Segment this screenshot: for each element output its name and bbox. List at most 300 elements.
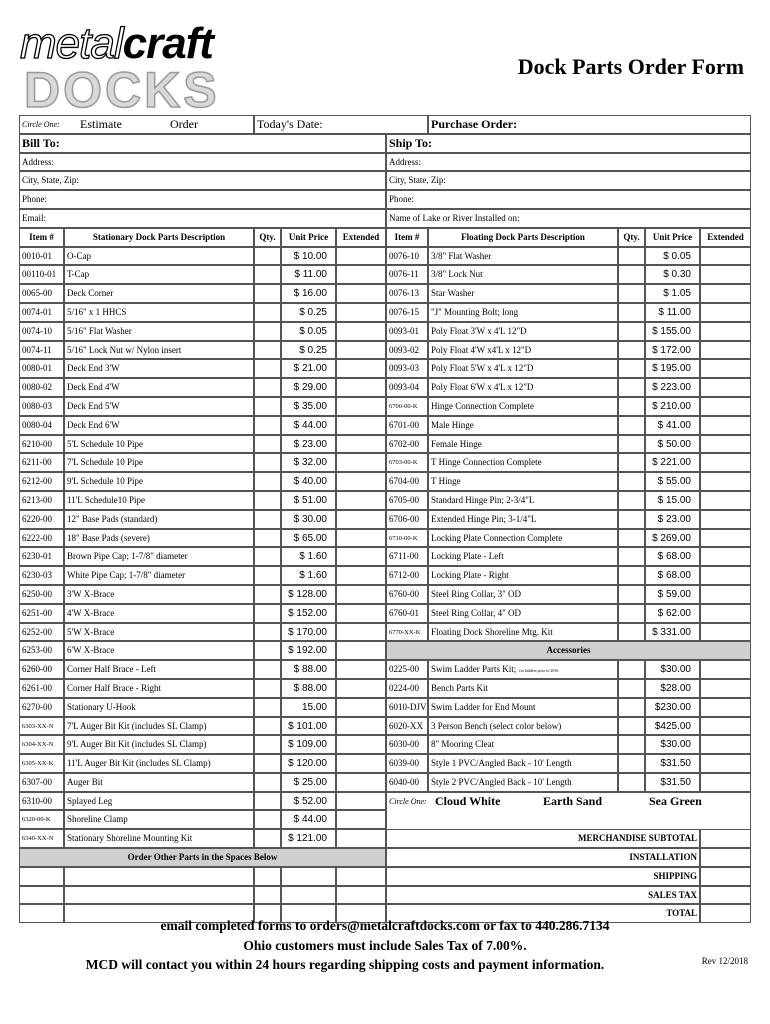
part-description: 5'L Schedule 10 Pipe: [64, 435, 254, 454]
part-description: Stationary Shoreline Mounting Kit: [64, 829, 254, 848]
extended-input[interactable]: [336, 247, 386, 266]
unit-price: $ 11.00: [281, 265, 336, 284]
qty-input[interactable]: [254, 698, 281, 717]
part-description: [428, 679, 618, 698]
table-row: [19, 303, 751, 322]
item-number: 6039-00: [386, 754, 428, 773]
unit-price: $ 128.00: [281, 585, 336, 604]
item-number: 6230-01: [19, 547, 64, 566]
unit-price: $ 52.00: [281, 792, 336, 811]
extended-input[interactable]: [336, 359, 386, 378]
extended-input[interactable]: [336, 773, 386, 792]
extended-input[interactable]: [700, 735, 751, 754]
part-description: Locking Plate Connection Complete: [428, 529, 618, 548]
qty-input[interactable]: [254, 265, 281, 284]
blank-entry-cell[interactable]: [64, 867, 254, 886]
table-row: [19, 585, 751, 604]
item-number: 6760-00: [386, 585, 428, 604]
extended-input[interactable]: [700, 717, 751, 736]
accessories-banner: Accessories: [386, 641, 751, 660]
total-label: TOTAL: [386, 904, 700, 923]
unit-price: $ 0.05: [281, 322, 336, 341]
item-number: 6253-00: [19, 641, 64, 660]
col-qty: Qty.: [254, 228, 281, 247]
extended-input[interactable]: [700, 754, 751, 773]
blank-entry-cell[interactable]: [19, 867, 64, 886]
extended-input[interactable]: [336, 623, 386, 642]
unit-price: $ 0.30: [645, 265, 700, 284]
item-number: 6270-00: [19, 698, 64, 717]
table-row: [19, 322, 751, 341]
unit-price: $230.00: [645, 698, 700, 717]
extended-input[interactable]: [336, 510, 386, 529]
table-row: [19, 472, 751, 491]
table-row: [19, 247, 751, 266]
item-number: 6030-00: [386, 735, 428, 754]
extended-input[interactable]: [336, 435, 386, 454]
blank-entry-cell[interactable]: [336, 867, 386, 886]
purchase-order-field[interactable]: Purchase Order:: [428, 115, 751, 134]
part-description: Deck End 6'W: [64, 416, 254, 435]
extended-input[interactable]: [700, 435, 751, 454]
extended-input[interactable]: [336, 792, 386, 811]
qty-input[interactable]: [618, 322, 645, 341]
extended-input[interactable]: [700, 547, 751, 566]
part-description: 3/8" Lock Nut: [428, 265, 618, 284]
extended-input[interactable]: [700, 660, 751, 679]
item-number: 0010-01: [19, 247, 64, 266]
table-row: [19, 660, 751, 679]
extended-input[interactable]: [700, 491, 751, 510]
part-description: Poly Float 5'W x 4'L x 12"D: [428, 359, 618, 378]
table-row: [19, 416, 751, 435]
unit-price: $ 41.00: [645, 416, 700, 435]
part-description: Hinge Connection Complete: [428, 397, 618, 416]
qty-input[interactable]: [254, 416, 281, 435]
part-description: Steel Ring Collar, 4" OD: [428, 604, 618, 623]
item-number: 6261-00: [19, 679, 64, 698]
bill-to-label: Bill To:: [19, 134, 386, 153]
blank-entry-cell[interactable]: [336, 886, 386, 905]
item-number: 0074-11: [19, 341, 64, 360]
extended-input[interactable]: [336, 284, 386, 303]
part-description: 11'L Schedule10 Pipe: [64, 491, 254, 510]
extended-input[interactable]: [336, 491, 386, 510]
qty-input[interactable]: [254, 641, 281, 660]
item-number: 6701-00: [386, 416, 428, 435]
qty-input[interactable]: [254, 547, 281, 566]
qty-input[interactable]: [254, 472, 281, 491]
unit-price: $ 68.00: [645, 566, 700, 585]
qty-input[interactable]: [618, 735, 645, 754]
extended-input[interactable]: [336, 397, 386, 416]
part-description: 5/16" Flat Washer: [64, 322, 254, 341]
part-description: Locking Plate - Left: [428, 547, 618, 566]
extended-input[interactable]: [700, 453, 751, 472]
qty-input[interactable]: [254, 303, 281, 322]
qty-input[interactable]: [618, 435, 645, 454]
extended-input[interactable]: [336, 604, 386, 623]
part-description: Splayed Leg: [64, 792, 254, 811]
ship-address-field[interactable]: Address:: [386, 153, 751, 172]
qty-input[interactable]: [618, 472, 645, 491]
part-description: Steel Ring Collar, 3" OD: [428, 585, 618, 604]
unit-price: $ 172.00: [645, 341, 700, 360]
bill-address-field[interactable]: Address:: [19, 153, 386, 172]
qty-input[interactable]: [254, 322, 281, 341]
extended-input[interactable]: [336, 829, 386, 848]
item-number: 6706-00: [386, 510, 428, 529]
lake-name-field[interactable]: Name of Lake or River Installed on:: [386, 209, 751, 228]
qty-input[interactable]: [618, 265, 645, 284]
unit-price: $ 51.00: [281, 491, 336, 510]
extended-input[interactable]: [700, 773, 751, 792]
unit-price: $ 23.00: [645, 510, 700, 529]
qty-input[interactable]: [618, 754, 645, 773]
part-description: 3'W X-Brace: [64, 585, 254, 604]
order-other-banner: Order Other Parts in the Spaces Below: [19, 848, 386, 867]
qty-input[interactable]: [618, 773, 645, 792]
item-number: 6213-00: [19, 491, 64, 510]
part-description: [428, 717, 618, 736]
part-description: Male Hinge: [428, 416, 618, 435]
extended-input[interactable]: [700, 247, 751, 266]
item-number: 6702-00: [386, 435, 428, 454]
extended-input[interactable]: [336, 679, 386, 698]
footer-email-line: email completed forms to orders@metalcraftdocks.com or fax to 440.286.7134: [160, 918, 610, 933]
extended-input[interactable]: [700, 472, 751, 491]
table-row: [19, 829, 751, 848]
qty-input[interactable]: [254, 529, 281, 548]
ship-city-field[interactable]: City, State, Zip:: [386, 171, 751, 190]
qty-input[interactable]: [254, 679, 281, 698]
unit-price: $ 0.05: [645, 247, 700, 266]
accessory-name: 3 Person Bench (select color below): [431, 720, 562, 731]
qty-input[interactable]: [254, 735, 281, 754]
unit-price: $ 29.00: [281, 378, 336, 397]
col-item-floating: Item #: [386, 228, 428, 247]
unit-price: $ 65.00: [281, 529, 336, 548]
extended-input[interactable]: [336, 378, 386, 397]
parts-table-body: [19, 247, 751, 924]
blank-entry-cell[interactable]: [281, 886, 336, 905]
color-option-sea-green[interactable]: Sea Green: [649, 793, 702, 808]
extended-input[interactable]: [700, 679, 751, 698]
extended-input[interactable]: [336, 717, 386, 736]
total-value-input[interactable]: [700, 886, 751, 905]
table-row: [19, 341, 751, 360]
part-description: [428, 735, 618, 754]
order-option[interactable]: Order: [170, 117, 198, 131]
item-number: 6260-00: [19, 660, 64, 679]
item-number: 0076-11: [386, 265, 428, 284]
extended-input[interactable]: [700, 623, 751, 642]
accessory-name: Swim Ladder for End Mount: [431, 701, 536, 712]
unit-price: $ 195.00: [645, 359, 700, 378]
form-type-row: [19, 115, 751, 134]
extended-input[interactable]: [336, 585, 386, 604]
item-number: 6710-00-K: [386, 529, 428, 548]
blank-entry-cell[interactable]: [64, 886, 254, 905]
qty-input[interactable]: [254, 341, 281, 360]
extended-input[interactable]: [700, 322, 751, 341]
extended-input[interactable]: [336, 529, 386, 548]
qty-input[interactable]: [254, 754, 281, 773]
bill-city-field[interactable]: City, State, Zip:: [19, 171, 386, 190]
ship-phone-field[interactable]: Phone:: [386, 190, 751, 209]
unit-price: $ 55.00: [645, 472, 700, 491]
item-number: 6252-00: [19, 623, 64, 642]
qty-input[interactable]: [618, 529, 645, 548]
part-description: O-Cap: [64, 247, 254, 266]
extended-input[interactable]: [336, 341, 386, 360]
extended-input[interactable]: [700, 566, 751, 585]
extended-input[interactable]: [336, 453, 386, 472]
qty-input[interactable]: [618, 247, 645, 266]
table-row: [19, 491, 751, 510]
bill-email-field[interactable]: Email:: [19, 209, 386, 228]
qty-input[interactable]: [254, 623, 281, 642]
qty-input[interactable]: [618, 284, 645, 303]
blank-entry-cell[interactable]: [281, 867, 336, 886]
part-description: Deck End 5'W: [64, 397, 254, 416]
unit-price: 15.00: [281, 698, 336, 717]
extended-input[interactable]: [700, 529, 751, 548]
table-row: [19, 886, 751, 905]
qty-input[interactable]: [254, 435, 281, 454]
extended-input[interactable]: [336, 810, 386, 829]
qty-input[interactable]: [254, 453, 281, 472]
qty-input[interactable]: [618, 303, 645, 322]
qty-input[interactable]: [618, 510, 645, 529]
unit-price: $ 1.60: [281, 566, 336, 585]
table-row: [19, 547, 751, 566]
qty-input[interactable]: [254, 717, 281, 736]
qty-input[interactable]: [618, 453, 645, 472]
unit-price: $ 1.05: [645, 284, 700, 303]
accessory-name: Style 1 PVC/Angled Back - 10' Length: [431, 758, 572, 769]
col-extended: Extended: [336, 228, 386, 247]
qty-input[interactable]: [254, 660, 281, 679]
qty-input[interactable]: [254, 792, 281, 811]
unit-price: $ 331.00: [645, 623, 700, 642]
color-option-earth-sand[interactable]: Earth Sand: [543, 793, 603, 808]
item-number: 0224-00: [386, 679, 428, 698]
unit-price: $ 152.00: [281, 604, 336, 623]
unit-price: $ 88.00: [281, 679, 336, 698]
qty-input[interactable]: [254, 829, 281, 848]
table-row: [19, 717, 751, 736]
accessory-name: Bench Parts Kit: [431, 682, 488, 693]
extended-input[interactable]: [700, 585, 751, 604]
qty-input[interactable]: [254, 247, 281, 266]
unit-price: $30.00: [645, 735, 700, 754]
unit-price: $ 223.00: [645, 378, 700, 397]
unit-price: $ 59.00: [645, 585, 700, 604]
extended-input[interactable]: [336, 641, 386, 660]
unit-price: $31.50: [645, 773, 700, 792]
estimate-option[interactable]: Estimate: [80, 117, 122, 131]
todays-date-field[interactable]: Today's Date:: [254, 115, 428, 134]
item-number: 0080-02: [19, 378, 64, 397]
item-number: 6220-00: [19, 510, 64, 529]
extended-input[interactable]: [700, 359, 751, 378]
table-row: [19, 453, 751, 472]
extended-input[interactable]: [700, 510, 751, 529]
unit-price: $ 0.25: [281, 341, 336, 360]
qty-input[interactable]: [618, 604, 645, 623]
table-row: [19, 378, 751, 397]
total-label: SALES TAX: [386, 886, 700, 905]
unit-price: $ 88.00: [281, 660, 336, 679]
footer-contact-line: MCD will contact you within 24 hours regarding shipping costs and payment information.: [85, 957, 605, 972]
qty-input[interactable]: [618, 717, 645, 736]
extended-input[interactable]: [700, 378, 751, 397]
part-description: [428, 698, 618, 717]
qty-input[interactable]: [254, 810, 281, 829]
total-value-input[interactable]: [700, 867, 751, 886]
part-description: Deck End 4'W: [64, 378, 254, 397]
qty-input[interactable]: [254, 604, 281, 623]
unit-price: $ 32.00: [281, 453, 336, 472]
extended-input[interactable]: [336, 660, 386, 679]
extended-input[interactable]: [336, 303, 386, 322]
unit-price: $31.50: [645, 754, 700, 773]
company-logo: [20, 19, 270, 118]
table-row: [19, 284, 751, 303]
extended-input[interactable]: [336, 547, 386, 566]
item-number: 0065-00: [19, 284, 64, 303]
part-description: 4'W X-Brace: [64, 604, 254, 623]
qty-input[interactable]: [618, 585, 645, 604]
extended-input[interactable]: [700, 604, 751, 623]
qty-input[interactable]: [618, 679, 645, 698]
unit-price: $ 62.00: [645, 604, 700, 623]
unit-price: $ 155.00: [645, 322, 700, 341]
part-description: T Hinge: [428, 472, 618, 491]
extended-input[interactable]: [336, 265, 386, 284]
blank-entry-cell[interactable]: [254, 886, 281, 905]
total-label: INSTALLATION: [386, 848, 700, 867]
extended-input[interactable]: [700, 284, 751, 303]
table-row: [19, 529, 751, 548]
part-description: 6'W X-Brace: [64, 641, 254, 660]
qty-input[interactable]: [254, 773, 281, 792]
qty-input[interactable]: [254, 378, 281, 397]
extended-input[interactable]: [336, 698, 386, 717]
extended-input[interactable]: [700, 416, 751, 435]
extended-input[interactable]: [336, 472, 386, 491]
item-number: 6010-DJV: [386, 698, 428, 717]
col-unit-price-floating: Unit Price: [645, 228, 700, 247]
logo-text-docks: DOCKS: [24, 62, 220, 118]
extended-input[interactable]: [336, 322, 386, 341]
extended-input[interactable]: [700, 698, 751, 717]
item-number: 0093-04: [386, 378, 428, 397]
qty-input[interactable]: [254, 397, 281, 416]
table-row: [19, 867, 751, 886]
qty-input[interactable]: [254, 359, 281, 378]
qty-input[interactable]: [254, 284, 281, 303]
extended-input[interactable]: [336, 416, 386, 435]
qty-input[interactable]: [254, 566, 281, 585]
extended-input[interactable]: [700, 303, 751, 322]
total-value-input[interactable]: [700, 848, 751, 867]
item-number: 0093-02: [386, 341, 428, 360]
part-description: Corner Half Brace - Right: [64, 679, 254, 698]
extended-input[interactable]: [336, 735, 386, 754]
part-description: T-Cap: [64, 265, 254, 284]
extended-input[interactable]: [700, 341, 751, 360]
qty-input[interactable]: [618, 378, 645, 397]
qty-input[interactable]: [618, 547, 645, 566]
qty-input[interactable]: [618, 341, 645, 360]
qty-input[interactable]: [254, 585, 281, 604]
total-value-input[interactable]: [700, 829, 751, 848]
unit-price: $ 21.00: [281, 359, 336, 378]
table-row: [19, 566, 751, 585]
part-description: 12" Base Pads (standard): [64, 510, 254, 529]
qty-input[interactable]: [618, 416, 645, 435]
item-number: 6704-00: [386, 472, 428, 491]
qty-input[interactable]: [618, 566, 645, 585]
blank-entry-cell[interactable]: [19, 886, 64, 905]
unit-price: $ 16.00: [281, 284, 336, 303]
part-description: 5/16" x 1 HHCS: [64, 303, 254, 322]
item-number: 6230-03: [19, 566, 64, 585]
extended-input[interactable]: [700, 397, 751, 416]
extended-input[interactable]: [336, 754, 386, 773]
item-number: 0093-03: [386, 359, 428, 378]
qty-input[interactable]: [618, 698, 645, 717]
part-description: 9'L Schedule 10 Pipe: [64, 472, 254, 491]
unit-price: $28.00: [645, 679, 700, 698]
unit-price: $ 25.00: [281, 773, 336, 792]
table-row: [19, 435, 751, 454]
part-description: [428, 773, 618, 792]
item-number: 0074-01: [19, 303, 64, 322]
qty-input[interactable]: [254, 491, 281, 510]
part-description: Auger Bit: [64, 773, 254, 792]
part-description: 18" Base Pads (severe): [64, 529, 254, 548]
item-number: 0076-10: [386, 247, 428, 266]
qty-input[interactable]: [254, 510, 281, 529]
table-row: [19, 698, 751, 717]
qty-input[interactable]: [618, 491, 645, 510]
item-number: 6304-XX-N: [19, 735, 64, 754]
color-option-cloud-white[interactable]: Cloud White: [435, 793, 501, 808]
unit-price: $ 170.00: [281, 623, 336, 642]
qty-input[interactable]: [618, 623, 645, 642]
part-description: Shoreline Clamp: [64, 810, 254, 829]
extended-input[interactable]: [336, 566, 386, 585]
accessory-name: 8" Mooring Cleat: [431, 739, 495, 750]
item-number: 6222-00: [19, 529, 64, 548]
col-extended-floating: Extended: [700, 228, 751, 247]
item-number: 00110-01: [19, 265, 64, 284]
accessory-name: Style 2 PVC/Angled Back - 10' Length: [431, 776, 572, 787]
qty-input[interactable]: [618, 397, 645, 416]
table-row: [19, 754, 751, 773]
blank-entry-cell[interactable]: [254, 867, 281, 886]
part-description: 11'L Auger Bit Kit (includes SL Clamp): [64, 754, 254, 773]
part-description: Poly Float 6'W x 4'L x 12"D: [428, 378, 618, 397]
bill-phone-field[interactable]: Phone:: [19, 190, 386, 209]
qty-input[interactable]: [618, 359, 645, 378]
unit-price: $ 120.00: [281, 754, 336, 773]
extended-input[interactable]: [700, 265, 751, 284]
qty-input[interactable]: [618, 660, 645, 679]
